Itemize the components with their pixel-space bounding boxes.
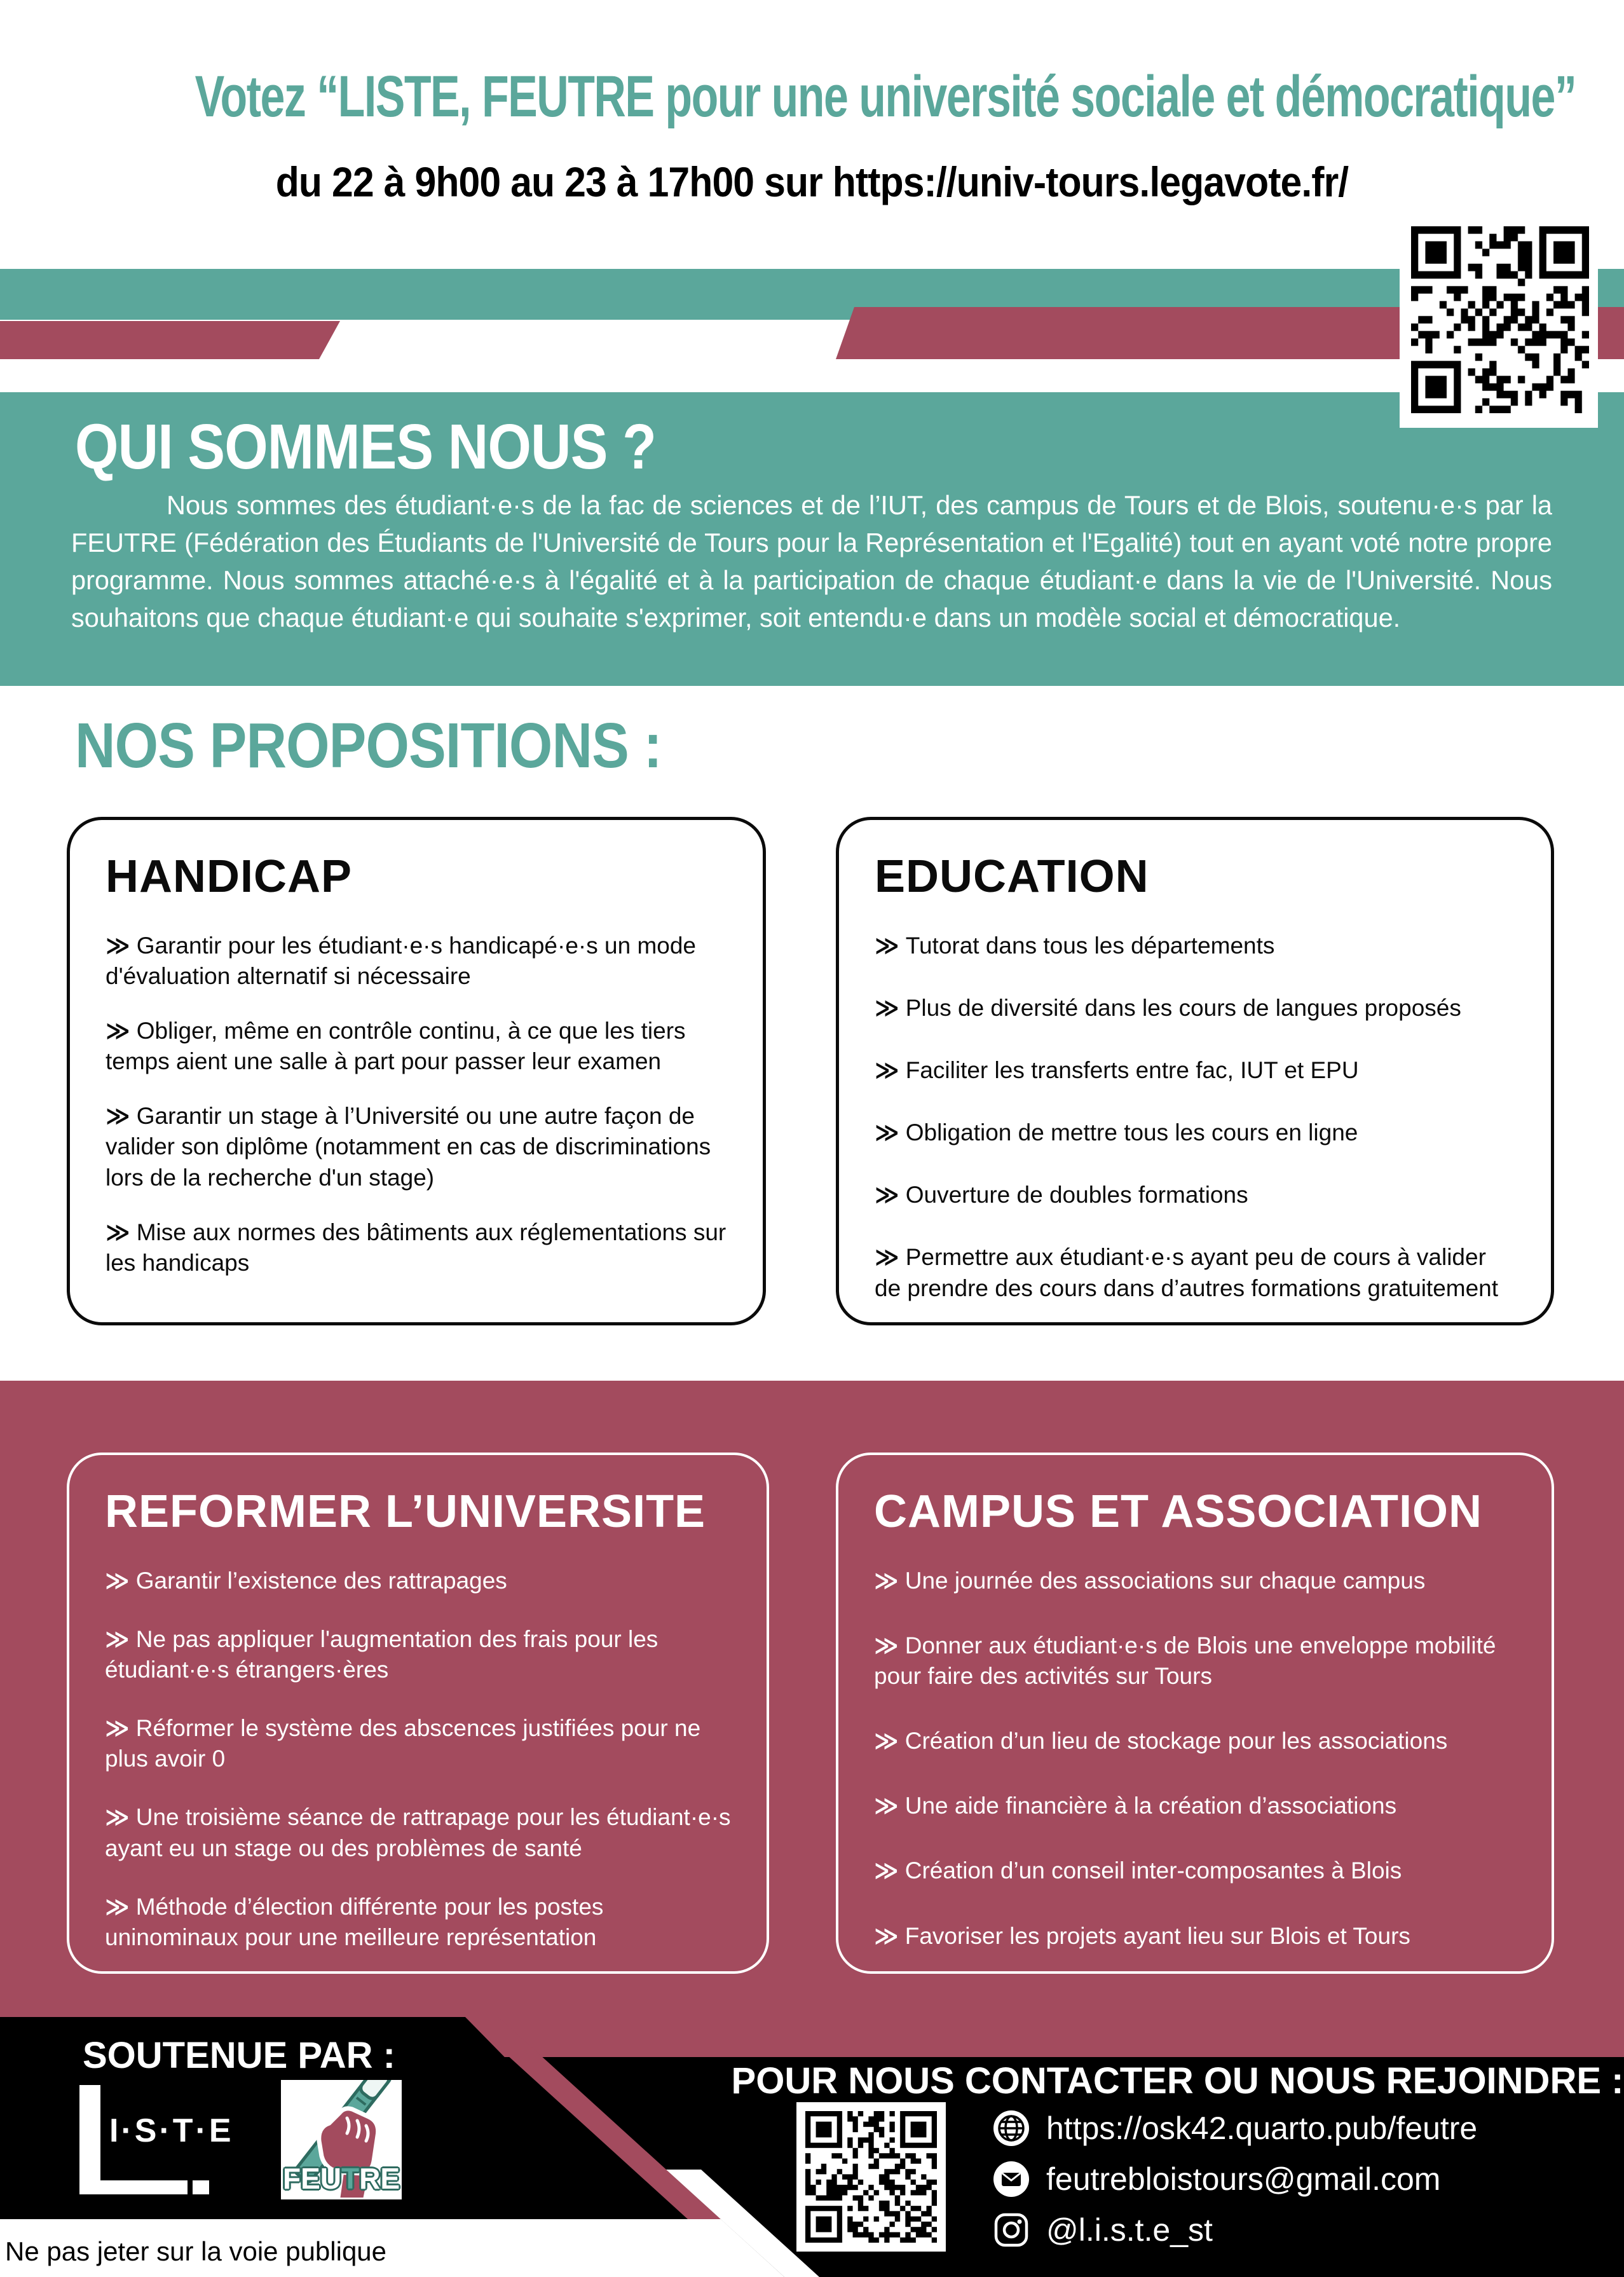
proposal-item [105, 1624, 731, 1685]
chevron-bullet-icon: ≫ [106, 1219, 130, 1245]
chevron-bullet-icon: ≫ [874, 1793, 899, 1819]
liste-logo: I·S·T·E [109, 2112, 234, 2149]
proposal-text: Création d’un conseil inter-composantes à Blois [904, 1857, 1402, 1884]
vote-qr-code[interactable] [1411, 226, 1589, 413]
globe-icon [993, 2110, 1030, 2147]
proposal-text: Création d’un lieu de stockage pour les associations [904, 1728, 1448, 1754]
chevron-bullet-icon: ≫ [105, 1804, 130, 1831]
proposal-item [106, 1101, 727, 1193]
email-link: feutrebloistours@gmail.com [1046, 2161, 1441, 2197]
liste-logo-vertical-bar [79, 2085, 100, 2194]
proposal-text: Donner aux étudiant·e·s de Blois une enveloppe mobilité pour faire des activités sur Tours [874, 1632, 1496, 1690]
feutre-logo-wordmark: FEUTRE [282, 2162, 400, 2195]
supported-by-label: SOUTENUE PAR : [83, 2035, 395, 2076]
contact-row-instagram[interactable] [993, 2210, 1213, 2250]
instagram-handle: @l.i.s.t.e_st [1046, 2212, 1213, 2248]
proposal-list [875, 931, 1515, 1304]
chevron-bullet-icon: ≫ [875, 1119, 899, 1146]
proposal-list [106, 931, 727, 1278]
vote-dates-subtitle [65, 158, 1559, 206]
proposal-text: Faciliter les transferts entre fac, IUT et EPU [905, 1057, 1359, 1084]
proposal-item [875, 1180, 1515, 1210]
who-are-we-paragraph: Nous sommes des étudiant·e·s de la fac de sciences et de l’IUT, des campus de Tours et de Blois, soutenu·e·s par la FEUTRE (Fédération des Étudiants de l'Université de Tours pour la Représentation et l'Egalité) tout en ayant voté notre propre programme. Nous sommes attaché·e·s à l'égalité et à la participation de chaque étudiant·e dans la vie de l'Université. Nous souhaitons que chaque étudiant·e qui souhaite s'exprimer, soit entendu·e dans un modèle social et démocratique. [71, 490, 1552, 632]
chevron-bullet-icon: ≫ [874, 1568, 899, 1594]
proposal-text: Réformer le système des abscences justifiées pour ne plus avoir 0 [105, 1715, 701, 1772]
proposal-item [106, 1016, 727, 1077]
chevron-bullet-icon: ≫ [105, 1893, 130, 1920]
proposal-text: Méthode d’élection différente pour les postes uninominaux pour une meilleure représentation [105, 1893, 604, 1950]
maroon-stripe-left-decoration [0, 321, 340, 359]
proposal-text: Tutorat dans tous les départements [905, 933, 1275, 959]
chevron-bullet-icon: ≫ [875, 995, 899, 1022]
proposal-box-title: CAMPUS ET ASSOCIATION [874, 1486, 1483, 1537]
page-title: Votez “LISTE, FEUTRE pour une université sociale et démocratique” [194, 64, 1576, 129]
proposal-text: Garantir l’existence des rattrapages [135, 1568, 507, 1594]
proposal-box-title: HANDICAP [106, 851, 353, 902]
contact-heading: POUR NOUS CONTACTER OU NOUS REJOINDRE : [731, 2060, 1624, 2102]
proposal-item [106, 931, 727, 992]
vote-url-link[interactable]: https://univ-tours.legavote.fr/ [832, 158, 1349, 205]
liste-logo-horizontal-bar [79, 2180, 188, 2194]
proposal-text: Une troisième séance de rattrapage pour les étudiant·e·s ayant eu un stage ou des problèmes de santé [105, 1804, 731, 1861]
proposal-text: Obliger, même en contrôle continu, à ce que les tiers temps aient une salle à part pour passer leur examen [106, 1018, 686, 1075]
chevron-bullet-icon: ≫ [874, 1728, 899, 1754]
proposal-item [874, 1791, 1516, 1821]
chevron-bullet-icon: ≫ [874, 1857, 899, 1884]
disposal-note: Ne pas jeter sur la voie publique [5, 2236, 387, 2266]
chevron-bullet-icon: ≫ [105, 1568, 130, 1594]
proposal-text: Garantir un stage à l’Université ou une autre façon de valider son diplôme (notamment en cas de discriminations lors de la recherche d'un stage) [106, 1103, 711, 1191]
proposal-text: Mise aux normes des bâtiments aux réglementations sur les handicaps [106, 1219, 727, 1276]
proposal-item [875, 1242, 1515, 1303]
proposal-item [875, 993, 1515, 1023]
chevron-bullet-icon: ≫ [874, 1922, 899, 1949]
proposal-text: Une aide financière à la création d’associations [904, 1793, 1397, 1819]
proposal-text: Favoriser les projets ayant lieu sur Blois et Tours [904, 1922, 1410, 1949]
chevron-bullet-icon: ≫ [105, 1715, 130, 1742]
qr-panel-top [1400, 216, 1598, 428]
qr-panel-footer [796, 2102, 946, 2252]
who-are-we-heading: QUI SOMMES NOUS ? [75, 411, 656, 482]
proposal-text: Garantir pour les étudiant·e·s handicapé·e·s un mode d'évaluation alternatif si nécessaire [106, 933, 697, 990]
chevron-bullet-icon: ≫ [106, 933, 130, 959]
chevron-bullet-icon: ≫ [875, 1182, 899, 1208]
proposal-item [106, 1217, 727, 1278]
chevron-bullet-icon: ≫ [106, 1103, 130, 1130]
chevron-bullet-icon: ≫ [875, 933, 899, 959]
proposal-box-reformer [67, 1453, 769, 1974]
proposal-item [874, 1566, 1516, 1596]
proposal-text: Plus de diversité dans les cours de langues proposés [905, 995, 1461, 1022]
vote-dates-text: du 22 à 9h00 au 23 à 17h00 sur [275, 158, 833, 205]
proposal-item [875, 1118, 1515, 1148]
website-link: https://osk42.quarto.pub/feutre [1046, 2110, 1478, 2146]
liste-logo-dot [193, 2180, 209, 2194]
chevron-bullet-icon: ≫ [875, 1057, 899, 1084]
proposal-text: Ne pas appliquer l'augmentation des frais pour les étudiant·e·s étrangers·ères [105, 1626, 658, 1683]
contact-row-website[interactable] [993, 2108, 1477, 2149]
chevron-bullet-icon: ≫ [106, 1018, 130, 1044]
proposal-item [105, 1713, 731, 1774]
chevron-bullet-icon: ≫ [105, 1626, 130, 1653]
proposal-item [105, 1802, 731, 1863]
proposal-item [874, 1726, 1516, 1756]
proposal-text: Ouverture de doubles formations [905, 1182, 1248, 1208]
proposal-box-title: EDUCATION [875, 851, 1149, 902]
proposal-list [105, 1566, 731, 1953]
proposal-item [875, 1055, 1515, 1086]
contact-qr-code[interactable] [805, 2111, 937, 2243]
proposal-box-handicap [67, 817, 766, 1325]
propositions-heading: NOS PROPOSITIONS : [75, 710, 662, 781]
proposal-box-campus [836, 1453, 1554, 1974]
proposal-text: Une journée des associations sur chaque campus [904, 1568, 1426, 1594]
proposal-text: Obligation de mettre tous les cours en ligne [905, 1119, 1358, 1146]
proposal-item [874, 1856, 1516, 1886]
chevron-bullet-icon: ≫ [875, 1244, 899, 1271]
mail-icon [993, 2161, 1030, 2198]
feutre-logo [281, 2080, 402, 2199]
proposal-item [105, 1892, 731, 1953]
chevron-bullet-icon: ≫ [874, 1632, 899, 1659]
proposal-item [105, 1566, 731, 1596]
proposal-text: Permettre aux étudiant·e·s ayant peu de cours à valider de prendre des cours dans d’autres formations gratuitement [875, 1244, 1499, 1301]
contact-row-email[interactable] [993, 2159, 1440, 2199]
instagram-icon [993, 2212, 1030, 2248]
proposal-list [874, 1566, 1516, 1952]
proposal-box-title: REFORMER L’UNIVERSITE [105, 1486, 706, 1537]
proposal-item [874, 1921, 1516, 1952]
proposal-box-education [836, 817, 1554, 1325]
proposal-item [874, 1631, 1516, 1692]
proposal-item [875, 931, 1515, 961]
